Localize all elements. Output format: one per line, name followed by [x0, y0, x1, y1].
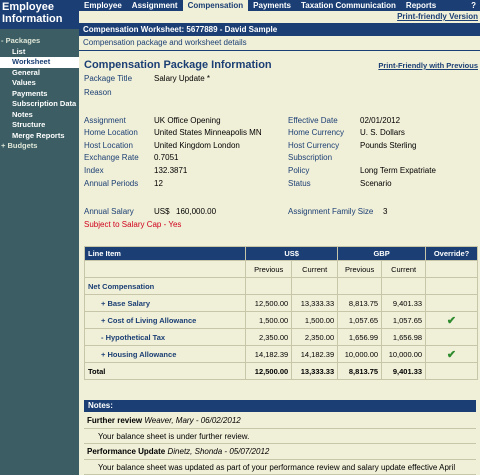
- exchange-rate-value: 0.7051: [154, 153, 179, 162]
- host-currency-label: Host Currency: [288, 141, 340, 150]
- home-location-label: Home Location: [84, 128, 138, 137]
- gbp-previous: 1,656.99: [338, 329, 382, 346]
- top-navigation: [79, 0, 480, 11]
- usd-previous: 12,500.00: [246, 295, 292, 312]
- note-title: Performance Update: [87, 447, 166, 456]
- total-gbp-previous: 8,813.75: [338, 363, 382, 380]
- sidebar-item-budgets[interactable]: + Budgets: [1, 141, 38, 150]
- note-text: Your balance sheet was updated as part of your performance review and salary update effective April: [84, 461, 476, 475]
- sidebar-item-general[interactable]: General: [12, 67, 40, 77]
- note-author: Weaver, Mary: [144, 416, 194, 425]
- gbp-current: 10,000.00: [382, 346, 426, 363]
- total-gbp-current: 9,401.33: [382, 363, 426, 380]
- app-title-line1: Employee: [2, 1, 54, 13]
- status-label: Status: [288, 179, 311, 188]
- sidebar-item-worksheet[interactable]: Worksheet: [0, 57, 79, 68]
- app-title-line2: Information: [2, 13, 63, 25]
- total-label: Total: [85, 363, 246, 380]
- note-date: 05/07/2012: [229, 447, 270, 456]
- usd-previous: 1,500.00: [246, 312, 292, 329]
- sidebar-item-values[interactable]: Values: [12, 78, 36, 87]
- tab-compensation[interactable]: Compensation: [183, 0, 249, 11]
- index-label: Index: [84, 166, 104, 175]
- usd-current: 14,182.39: [292, 346, 338, 363]
- line-item-name[interactable]: + Cost of Living Allowance: [85, 312, 246, 329]
- sidebar-item-packages[interactable]: - Packages: [1, 36, 41, 45]
- app-title: [0, 0, 79, 29]
- compensation-table: [84, 246, 478, 380]
- tab-reports[interactable]: Reports: [405, 1, 437, 10]
- tab-assignment[interactable]: Assignment: [131, 1, 178, 10]
- package-title-value: Salary Update *: [154, 74, 211, 83]
- subheader-gbp-current: Current: [382, 261, 426, 278]
- reason-label: Reason: [84, 88, 112, 97]
- family-size-label: Assignment Family Size: [288, 207, 374, 216]
- sidebar-item-structure[interactable]: Structure: [12, 120, 46, 129]
- help-button[interactable]: ?: [471, 1, 476, 10]
- gbp-previous: 10,000.00: [338, 346, 382, 363]
- header-line-item: Line Item: [85, 247, 246, 261]
- usd-current: 2,350.00: [292, 329, 338, 346]
- sidebar-item-notes[interactable]: Notes: [12, 109, 33, 119]
- sidebar-item-payments[interactable]: Payments: [12, 88, 48, 98]
- gbp-previous: 8,813.75: [338, 295, 382, 312]
- table-group-row: [85, 278, 478, 295]
- package-title-label: Package Title: [84, 74, 133, 83]
- table-header-row: [85, 247, 478, 261]
- gbp-current: 1,057.65: [382, 312, 426, 329]
- note-author: Dinetz, Shonda: [167, 447, 223, 456]
- note-date: 06/02/2012: [200, 416, 241, 425]
- override-cell: [426, 295, 478, 312]
- usd-current: 13,333.33: [292, 295, 338, 312]
- salary-currency: US$: [154, 207, 170, 216]
- home-currency-value: U. S. Dollars: [360, 128, 405, 137]
- sidebar-item-list[interactable]: List: [12, 46, 26, 56]
- host-location-value: United Kingdom London: [154, 141, 240, 150]
- total-usd-current: 13,333.33: [292, 363, 338, 380]
- sidebar-item-subscription-data[interactable]: Subscription Data: [12, 99, 77, 108]
- subheader-usd-current: Current: [292, 261, 338, 278]
- gbp-current: 9,401.33: [382, 295, 426, 312]
- sidebar: [0, 29, 79, 475]
- annual-periods-value: 12: [154, 179, 163, 188]
- usd-previous: 2,350.00: [246, 329, 292, 346]
- subheader-gbp-previous: Previous: [338, 261, 382, 278]
- table-row[interactable]: [85, 312, 478, 329]
- notes-title-bar: Notes:: [84, 400, 476, 412]
- note-heading: Performance Update Dinetz, Shonda - 05/07/2012: [84, 444, 476, 460]
- note-text: Your balance sheet is under further review.: [84, 430, 476, 444]
- line-item-name[interactable]: - Hypothetical Tax: [85, 329, 246, 346]
- header-usd: US$: [246, 247, 338, 261]
- exchange-rate-label: Exchange Rate: [84, 153, 139, 162]
- total-usd-previous: 12,500.00: [246, 363, 292, 380]
- note-heading: Further review Weaver, Mary - 06/02/2012: [84, 413, 476, 429]
- divider: [79, 50, 480, 51]
- override-cell: [426, 329, 478, 346]
- effective-date-label: Effective Date: [288, 116, 338, 125]
- subscription-label: Subscription: [288, 153, 333, 162]
- worksheet-subtitle: Compensation package and worksheet details: [83, 38, 247, 47]
- total-override-blank: [426, 363, 478, 380]
- table-row[interactable]: [85, 329, 478, 346]
- assignment-label: Assignment: [84, 116, 126, 125]
- home-location-value: United States Minneapolis MN: [154, 128, 262, 137]
- print-friendly-with-previous-link[interactable]: Print-Friendly with Previous: [378, 61, 478, 70]
- override-check-icon: ✔: [426, 346, 478, 363]
- subheader-blank: [85, 261, 246, 278]
- line-item-name[interactable]: + Housing Allowance: [85, 346, 246, 363]
- table-row[interactable]: [85, 295, 478, 312]
- override-check-icon: ✔: [426, 312, 478, 329]
- salary-cap-warning: Subject to Salary Cap - Yes: [84, 220, 182, 229]
- table-row[interactable]: [85, 346, 478, 363]
- effective-date-value: 02/01/2012: [360, 116, 401, 125]
- host-currency-value: Pounds Sterling: [360, 141, 417, 150]
- family-size-value: 3: [383, 207, 388, 216]
- tab-payments[interactable]: Payments: [253, 1, 291, 10]
- annual-salary-value: 160,000.00: [176, 207, 217, 216]
- tab-employee[interactable]: Employee: [84, 1, 122, 10]
- assignment-value: UK Office Opening: [154, 116, 221, 125]
- tab-taxation-communication[interactable]: Taxation Communication: [300, 1, 396, 10]
- table-subheader-row: [85, 261, 478, 278]
- subheader-usd-previous: Previous: [246, 261, 292, 278]
- sidebar-item-merge-reports[interactable]: Merge Reports: [12, 130, 65, 140]
- gbp-previous: 1,057.65: [338, 312, 382, 329]
- index-value: 132.3871: [154, 166, 188, 175]
- usd-previous: 14,182.39: [246, 346, 292, 363]
- subheader-override-blank: [426, 261, 478, 278]
- print-friendly-version-link[interactable]: Print-friendly Version: [397, 12, 478, 21]
- annual-salary-label: Annual Salary: [84, 207, 134, 216]
- gbp-current: 1,656.98: [382, 329, 426, 346]
- host-location-label: Host Location: [84, 141, 133, 150]
- policy-label: Policy: [288, 166, 310, 175]
- home-currency-label: Home Currency: [288, 128, 345, 137]
- header-gbp: GBP: [338, 247, 426, 261]
- worksheet-title-bar: Compensation Worksheet: 5677889 - David Sample: [79, 23, 480, 36]
- header-override: Override?: [426, 247, 478, 261]
- section-title: Compensation Package Information: [84, 59, 272, 71]
- usd-current: 1,500.00: [292, 312, 338, 329]
- line-item-name[interactable]: + Base Salary: [85, 295, 246, 312]
- status-value: Scenario: [360, 179, 392, 188]
- policy-value: Long Term Expatriate: [360, 166, 436, 175]
- group-net-compensation: Net Compensation: [85, 278, 246, 295]
- annual-periods-label: Annual Periods: [84, 179, 139, 188]
- note-title: Further review: [87, 416, 143, 425]
- table-total-row: [85, 363, 478, 380]
